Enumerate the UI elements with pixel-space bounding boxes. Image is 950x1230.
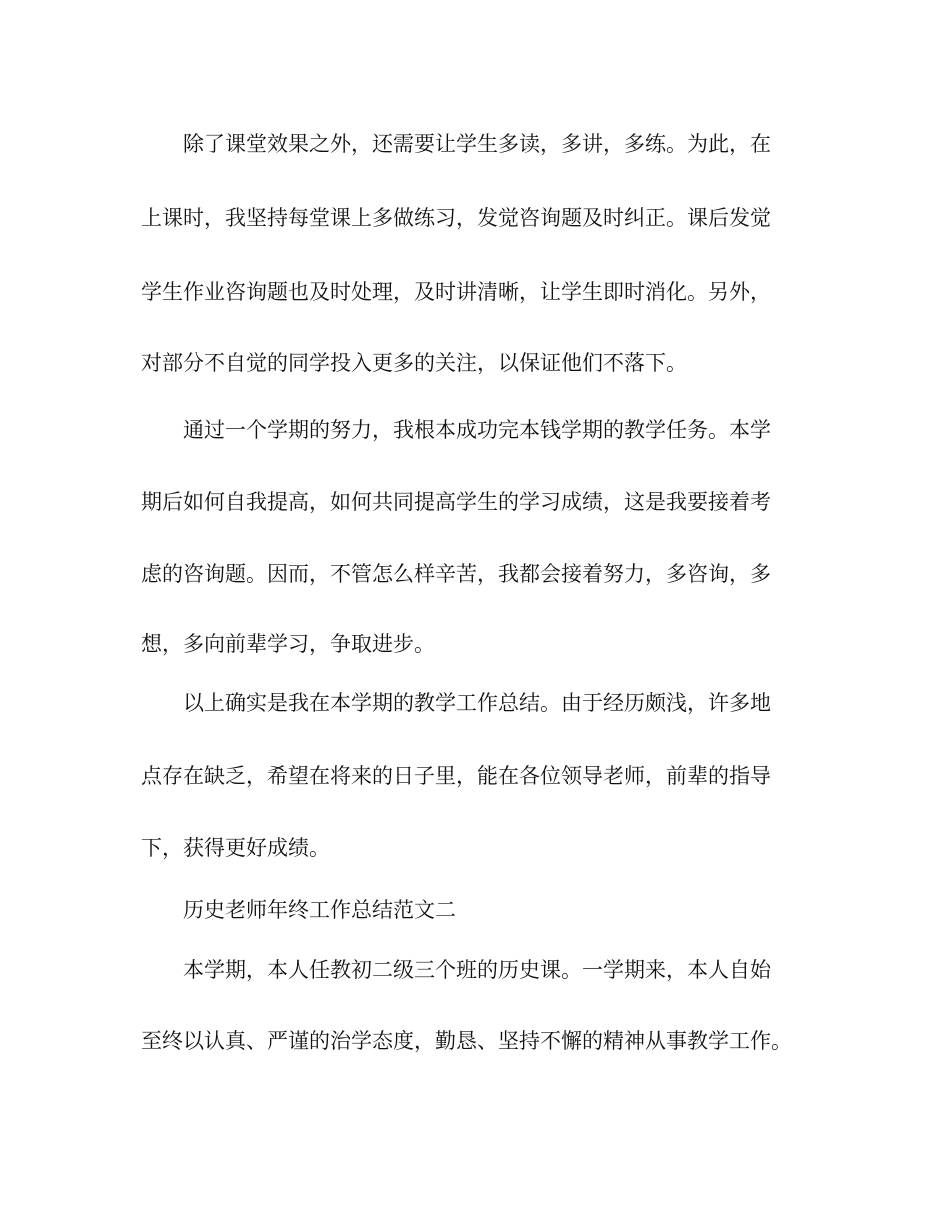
paragraph-1-line-4: 对部分不自觉的同学投入更多的关注，以保证他们不落下。 bbox=[141, 351, 687, 375]
paragraph-3-line-3: 下，获得更好成绩。 bbox=[141, 836, 330, 860]
paragraph-2-line-2: 期后如何自我提高，如何共同提高学生的学习成绩，这是我要接着考 bbox=[141, 490, 771, 514]
paragraph-1-line-3: 学生作业咨询题也及时处理，及时讲清晰，让学生即时消化。另外， bbox=[141, 280, 771, 304]
paragraph-2-line-3: 虑的咨询题。因而，不管怎么样辛苦，我都会接着努力，多咨询，多 bbox=[141, 562, 771, 586]
paragraph-5-line-1: 本学期，本人任教初二级三个班的历史课。一学期来，本人自始 bbox=[183, 958, 771, 982]
paragraph-5-line-2: 至终以认真、严谨的治学态度，勤恳、坚持不懈的精神从事教学工作。 bbox=[141, 1029, 792, 1053]
paragraph-3-line-1: 以上确实是我在本学期的教学工作总结。由于经历颇浅，许多地 bbox=[183, 691, 771, 715]
paragraph-3-line-2: 点存在缺乏，希望在将来的日子里，能在各位领导老师，前辈的指导 bbox=[141, 764, 771, 788]
paragraph-1-line-1: 除了课堂效果之外，还需要让学生多读，多讲，多练。为此，在 bbox=[183, 132, 771, 156]
paragraph-2-line-1: 通过一个学期的努力，我根本成功完本钱学期的教学任务。本学 bbox=[183, 418, 771, 442]
paragraph-1-line-2: 上课时，我坚持每堂课上多做练习，发觉咨询题及时纠正。课后发觉 bbox=[141, 206, 771, 230]
paragraph-2-line-4: 想，多向前辈学习，争取进步。 bbox=[141, 632, 435, 656]
section-heading: 历史老师年终工作总结范文二 bbox=[183, 898, 456, 922]
